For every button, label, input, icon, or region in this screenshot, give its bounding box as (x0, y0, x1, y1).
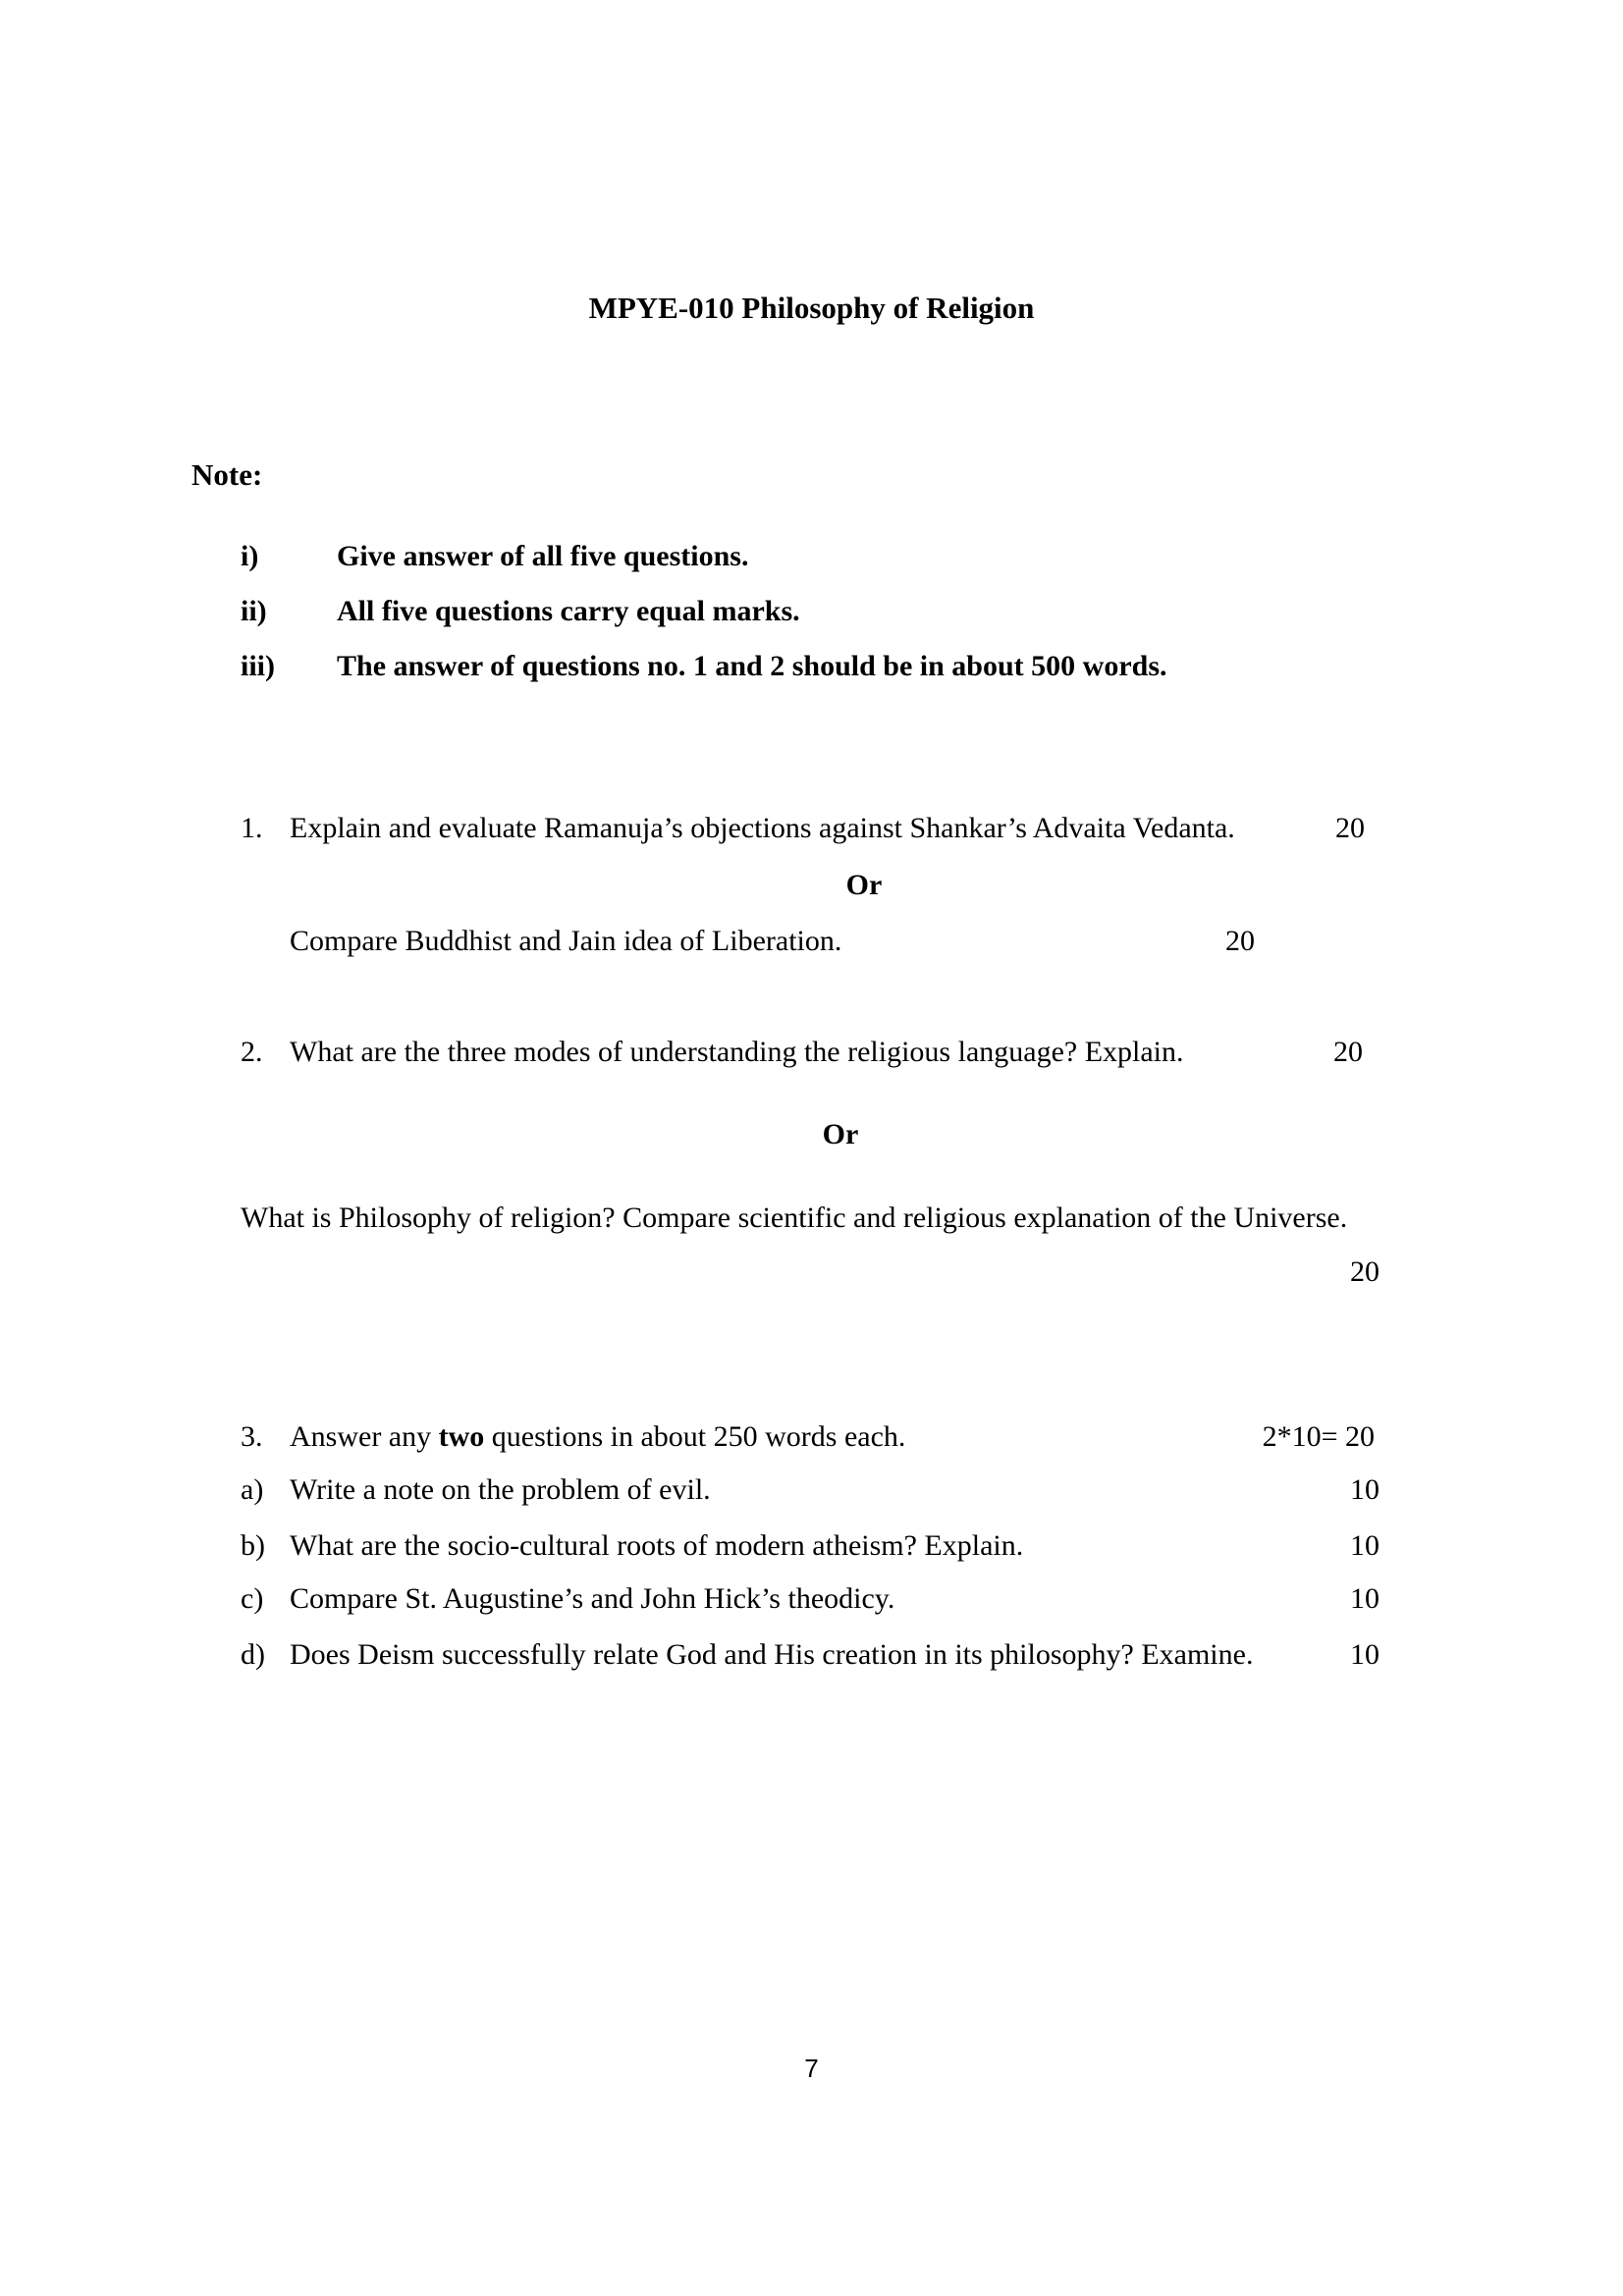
page-number: 7 (804, 2054, 819, 2083)
note-item-text: The answer of questions no. 1 and 2 should be in about 500 words. (337, 650, 1167, 682)
question-alt-text: Compare Buddhist and Jain idea of Liberation. (290, 925, 842, 957)
note-item-text: Give answer of all five questions. (337, 540, 749, 572)
question-marks: 20 (1333, 1036, 1363, 1068)
sub-question-marks: 10 (1350, 1529, 1380, 1562)
question-alt-marks: 20 (1225, 925, 1255, 957)
sub-question-text: Write a note on the problem of evil. (290, 1473, 711, 1506)
question-alt-marks: 20 (1350, 1255, 1380, 1288)
sub-question-text: What are the socio-cultural roots of modern atheism? Explain. (290, 1529, 1024, 1562)
sub-question-marks: 10 (1350, 1638, 1380, 1671)
question-number: 2. (241, 1036, 263, 1068)
note-heading: Note: (191, 457, 263, 492)
sub-question-marks: 10 (1350, 1582, 1380, 1615)
question-number: 3. (241, 1420, 263, 1453)
question-number: 1. (241, 812, 263, 844)
question-text: What are the three modes of understanding the religious language? Explain. (290, 1036, 1184, 1068)
sub-question-text: Compare St. Augustine’s and John Hick’s theodicy. (290, 1582, 895, 1615)
sub-question-label: c) (241, 1582, 264, 1615)
sub-question-text: Does Deism successfully relate God and His creation in its philosophy? Examine. (290, 1638, 1254, 1671)
question-text-emphasis: two (438, 1420, 485, 1453)
question-marks: 20 (1335, 812, 1365, 844)
or-separator: Or (845, 869, 883, 901)
note-item-label: ii) (241, 595, 267, 627)
question-text (290, 1419, 905, 1455)
sub-question-marks: 10 (1350, 1473, 1380, 1506)
sub-question-label: b) (241, 1529, 265, 1562)
sub-question-label: d) (241, 1638, 265, 1671)
question-text-part: questions in about 250 words each. (484, 1420, 906, 1453)
question-text-part: Answer any (290, 1420, 439, 1453)
note-item-label: iii) (241, 650, 275, 682)
question-alt-text: What is Philosophy of religion? Compare scientific and religious explanation of the Universe. (241, 1201, 1348, 1234)
note-item-text: All five questions carry equal marks. (337, 595, 800, 627)
page-title: MPYE-010 Philosophy of Religion (588, 291, 1035, 325)
note-item-label: i) (241, 540, 259, 572)
question-text: Explain and evaluate Ramanuja’s objections against Shankar’s Advaita Vedanta. (290, 812, 1235, 844)
question-marks: 2*10= 20 (1262, 1420, 1375, 1453)
sub-question-label: a) (241, 1473, 264, 1506)
or-separator: Or (822, 1118, 859, 1150)
